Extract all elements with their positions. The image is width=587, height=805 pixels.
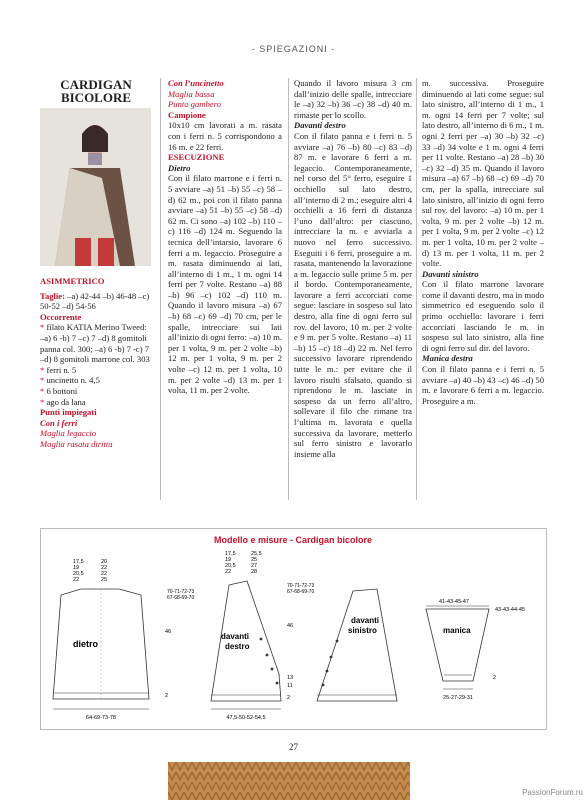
front-right-hem: 2 (287, 695, 291, 701)
front-left-piece (317, 589, 397, 701)
back-heading: Dietro (168, 162, 191, 173)
material-item: * ferri n. 5 (40, 364, 77, 375)
page-number: 27 (289, 742, 298, 752)
model-photo-illustration (40, 108, 151, 266)
sample-text: 10x10 cm lavorati a m. rasata con i ferri n. 5 corrispondono a 16 m. e 22 ferri. (168, 120, 282, 152)
sleeve-label: manica (443, 626, 471, 635)
material-item: * ago da lana (40, 396, 86, 407)
hook-stitch: Punto gambero (168, 99, 221, 110)
sleeve-hem: 2 (493, 675, 497, 681)
pattern-title (40, 78, 152, 104)
back-text: Con il filato marrone e i ferri n. 5 avviare –a) 51 –b) 55 –c) 58 –d) 62 m., poi con il filato panna avviare –a) 51 –b) 55 –c) 58 –d) 62 m. Ci sono –a) 102 –b) 110 –c) 116 –d) 124 m. Seguendo la tecnica dell’intarsio, lavorare 6 ferri a m. legaccio. Proseguire a m. rasata diminuendo ai lati, all’interno di 1 m., 1 m. ogni 14 ferri per 7 volte. Restano –a) 88 –b) 96 –c) 102 –d) 110 m. Quando il lavoro misura –a) 67 –b) 68 –c) 69 –d) 70 cm, per le spalle, intrecciare sui lati all’inizio di ogni ferro: –a) 10 m. per 1 volta, 9 m. per 2 volte –b) 12 m. per 1 volta, 9 m. per 2 volte –c) 12 m. per 1 volta, 10 m. per 2 volte –d) 13 m. per 1 volta, 11 m. per 2 volte. (168, 173, 282, 396)
front-right-label-1: davanti (221, 632, 250, 641)
front-right-length: 70-71-72-73 (287, 583, 315, 589)
sizes-value: –a) 42-44 –b) 46-48 –c) 50-52 –d) 54-56 (40, 290, 150, 312)
watermark: PassionForum.ru (522, 788, 583, 797)
schematic-box (40, 528, 547, 730)
diagram-title: Modello e misure - Cardigan bicolore (213, 535, 373, 545)
column-4 (422, 78, 544, 406)
sleeve-top-width: 41-43-45-47 (439, 599, 469, 605)
hook-heading: Con l’uncinetto (168, 78, 224, 88)
title-line-2: BICOLORE (60, 90, 132, 105)
sleeve-cuff-width: 25-27-29-31 (443, 695, 473, 701)
difficulty-level: ASIMMETRICO (40, 276, 105, 286)
sample-heading: Campione (168, 109, 206, 120)
back-label: dietro (73, 639, 99, 649)
front-right-label-2: destro (225, 642, 250, 651)
stitch-item: Maglia rasata diritta (40, 438, 113, 449)
schematic-diagram (41, 529, 546, 729)
front-left-label-2: sinistro (348, 626, 377, 635)
front-left-heading: Davanti sinistro (422, 268, 479, 279)
materials-heading: Occorrente (40, 311, 82, 322)
back-shoulder-sizes: 17,5 19 20,5 22 (73, 559, 84, 583)
back-height: 46 (165, 629, 172, 635)
title-line-1: CARDIGAN (60, 77, 132, 92)
back-length: 70-71-72-73 (167, 589, 195, 595)
column-3 (294, 78, 412, 459)
front-right-piece (211, 551, 314, 721)
material-item: * uncinetto n. 4,5 (40, 375, 100, 386)
sleeve-outline (426, 609, 489, 681)
back-hem: 2 (165, 693, 169, 699)
sleeve-length: 43-43-44-45 (495, 607, 525, 613)
front-right-length-2: 67-68-69-70 (287, 589, 315, 595)
front-right-heading: Davanti destro (294, 120, 346, 131)
hook-stitch: Maglia bassa (168, 88, 215, 99)
front-left-label-1: davanti (351, 616, 380, 625)
sleeve-heading: Manica destra (422, 353, 473, 364)
front-right-side-2: 11 (287, 683, 293, 689)
material-item: * filato KATIA Merino Tweed: –a) 6 -b) 7 –c) 7 –d) 8 gomitoli panna col. 300; –a) 6 -b) 7 -c) 7 –d) 8 gomitoli marrone col. 303 (40, 322, 150, 365)
model-photo (40, 108, 151, 266)
front-right-shoulder-sizes: 17,5 19 20,5 22 (225, 551, 236, 575)
back-width: 64-69-73-78 (86, 715, 116, 721)
sizes (40, 291, 152, 312)
material-item: * 6 bottoni (40, 385, 78, 396)
stitch-item: Con i ferri (40, 417, 78, 428)
materials-list (40, 322, 152, 407)
front-right-side-1: 13 (287, 675, 294, 681)
knit-texture-swatch (168, 762, 410, 800)
back-piece (53, 559, 194, 721)
column-divider (416, 78, 417, 500)
front-left-outline (317, 589, 397, 701)
column-divider (288, 78, 289, 500)
back-neck-text: Quando il lavoro misura 3 cm dall’inizio delle spalle, intrecciare le –a) 32 –b) 36 –c) 38 –d) 40 m. rimaste per lo scollo. (294, 78, 412, 120)
sleeve-text: Con il filato panna e i ferri n. 5 avviare –a) 40 –b) 43 –c) 46 –d) 50 m. e lavorare 6 ferri a m. legaccio. Proseguire a m. (422, 364, 544, 406)
front-left-text: Con il filato marrone lavorare come il davanti destro, ma in modo simmetrico ed eseguendo solo il primo occhiello: lavorare i ferri accorciati lasciando le m. in sospeso sul lato sinistro, alla fine di ogni ferro sul dir. del lavoro. (422, 279, 544, 353)
sizes-label: Taglie: (40, 290, 65, 301)
column-2 (168, 78, 282, 396)
stitch-item: Maglia legaccio (40, 428, 97, 439)
front-right-continued-text: m. successiva. Proseguire diminuendo ai lati come segue: sul lato sinistro, all’interno di 1 m., 1 m. ogni 14 ferri per 7 volte; sul lato destro, all’interno di 6 m., 1 m. ogni 2 ferri per –a) 30 –b) 32 –c) 33 –d) 34 volte e 1 m. ogni 4 ferri per 11 volte. Restano –a) 28 –b) 30 –c) 32 –d) 35 m. Quando il lavoro misura –a) 67 –b) 68 –c) 69 –d) 70 cm, per la spalla, intrecciare sul lato sinistro, all’inizio di ogni ferro sul rov. del lavoro: –a) 10 m. per 1 volta, 9 m. per 2 volte –b) 12 m. per 1 volta, 9 m. per 2 volte –c) 12 m. per 1 volta, 10 m. per 2 volte –d) 13 m. per 1 volta, 11 m. per 2 volte. (422, 78, 544, 269)
column-divider (160, 78, 161, 500)
stitches-heading: Punti impiegati (40, 407, 97, 418)
section-header: - SPIEGAZIONI - (251, 44, 336, 54)
front-right-text: Con il filato panna e i ferri n. 5 avviare –a) 76 –b) 80 –c) 83 –d) 87 m. e lavorare 6 ferri a m. legaccio. Contemporaneamente, nel corso del 5° ferro, eseguire 1 occhiello sul lato destro, all’interno di 2 m.; eseguire altri 4 occhielli a 16 ferri di distanza l’uno dall’altro: per ciascuno, intrecciare la m. e avviarla a nuovo nel ferro successivo. Eseguiti i 6 ferri, proseguire a m. rasata, mantenendo la lavorazione a m. legaccio sulle prime 5 m. per il bordo. Contemporaneamente, lavorare a ferri accorciati come segue: lasciare in sospeso sul lato destro, alla fine di ogni ferro sul rov. del lavoro, 10 m. per 2 volte e 9 m. per 5 volte. Restano –a) 11 –b) 15 –c) 18 –d) 22 m. Nel ferro successivo lavorare riprendendo tutte le m.: per evitare che il lavoro risulti sfalsato, quando si riprendono le m. lasciate in sospeso da un ferro all’altro, sollevare il filo che rimane tra l’ultima m. lavorata e quella successiva da lavorare, metterlo sul ferro sinistro e lavorarlo insieme alla (294, 130, 412, 459)
column-1 (40, 78, 152, 450)
front-right-width: 47,5-50-52-54,5 (226, 715, 266, 721)
execution-heading: ESECUZIONE (168, 152, 225, 163)
front-right-outline (211, 581, 281, 701)
back-neck-sizes: 20 22 22 25 (101, 559, 108, 583)
knit-texture (168, 762, 410, 800)
sleeve-piece (426, 599, 525, 701)
front-right-neck-sizes: 25,5 25 27 28 (251, 551, 262, 575)
front-right-height: 46 (287, 623, 294, 629)
back-length-2: 67-68-69-70 (167, 595, 195, 601)
